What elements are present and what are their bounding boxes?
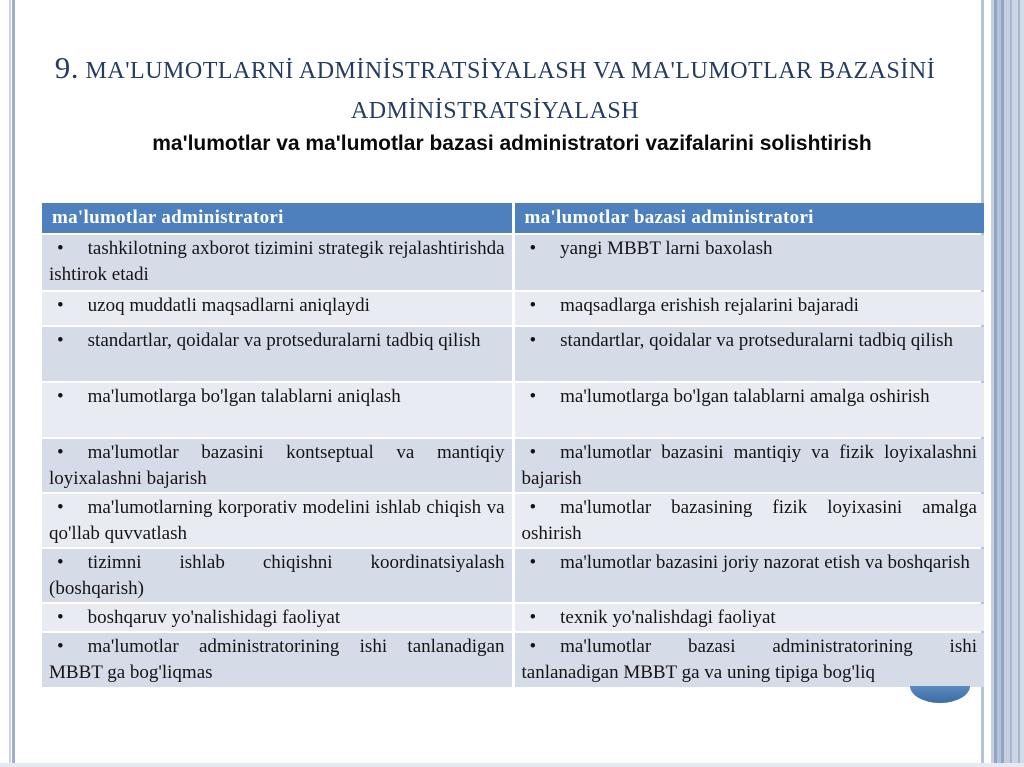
table-cell-left — [42, 439, 512, 492]
table-row — [42, 549, 984, 602]
left-edge-pinstripe-outer — [9, 0, 11, 767]
table-row — [42, 439, 984, 492]
table-row — [42, 633, 984, 687]
bullet: • — [529, 636, 537, 657]
cell-text: ma'lumotlar bazasi administratorining ishi tanlanadigan MBBT ga va uning tipiga bog'liq — [521, 636, 977, 683]
cell-text: ma'lumotlarning korporativ modelini ishlab chiqish va qo'llab quvvatlash — [49, 497, 505, 544]
table-row — [42, 327, 984, 381]
decorative-semicircle — [910, 686, 970, 703]
cell-text: texnik yo'nalishdagi faoliyat — [560, 607, 776, 628]
table-row — [42, 494, 984, 547]
table-row — [42, 604, 984, 631]
table-cell-right — [515, 604, 985, 631]
bottom-edge-line — [0, 763, 1024, 767]
bullet: • — [57, 330, 64, 351]
cell-text: tizimni ishlab chiqishni koordinatsiyalash (boshqarish) — [49, 552, 505, 599]
table-cell-left — [42, 235, 512, 290]
cell-text: ma'lumotlarga bo'lgan talablarni amalga oshirish — [560, 386, 930, 407]
table-row — [42, 292, 984, 325]
cell-text: ma'lumotlar bazasini joriy nazorat etish va boshqarish — [560, 552, 970, 573]
table-cell-right — [515, 235, 985, 290]
table-cell-left — [42, 292, 512, 325]
bullet: • — [529, 330, 537, 351]
table-header-data-admin: ma'lumotlar administratori — [42, 203, 512, 233]
bullet: • — [529, 386, 537, 407]
cell-text: yangi MBBT larni baxolash — [560, 238, 773, 259]
title-text: MA'LUMOTLARNİ ADMİNİSTRATSİYALASH VA MA'LUMOTLAR BAZASİNİ ADMİNİSTRATSİYALASH — [79, 58, 936, 125]
table-cell-left — [42, 604, 512, 631]
left-edge-pinstripe-inner — [12, 0, 15, 767]
table-cell-left — [42, 549, 512, 602]
cell-text: ma'lumotlarga bo'lgan talablarni aniqlash — [87, 386, 401, 407]
bullet: • — [57, 238, 64, 259]
right-edge-stripe-band — [991, 0, 1024, 767]
table-cell-right — [515, 494, 985, 547]
bullet: • — [529, 497, 537, 518]
bullet: • — [57, 442, 64, 463]
bullet: • — [529, 238, 537, 259]
table-cell-right — [515, 633, 985, 687]
table-cell-left — [42, 383, 512, 437]
bullet: • — [529, 607, 537, 628]
bullet: • — [529, 295, 537, 316]
cell-text: uzoq muddatli maqsadlarni aniqlaydi — [87, 295, 370, 316]
table-cell-right — [515, 383, 985, 437]
cell-text: ma'lumotlar administratorining ishi tanlanadigan MBBT ga bog'liqmas — [49, 636, 505, 683]
bullet: • — [529, 552, 537, 573]
bullet: • — [57, 295, 64, 316]
cell-text: standartlar, qoidalar va protseduralarni tadbiq qilish — [87, 330, 481, 351]
table-cell-left — [42, 494, 512, 547]
table-header-row — [42, 203, 984, 233]
bullet: • — [57, 552, 64, 573]
slide-subtitle: ma'lumotlar va ma'lumotlar bazasi administratori vazifalarini solishtirish — [152, 132, 872, 155]
bullet: • — [529, 442, 537, 463]
table-cell-right — [515, 292, 985, 325]
bullet: • — [57, 636, 64, 657]
bullet: • — [57, 607, 64, 628]
comparison-table — [42, 203, 984, 687]
cell-text: standartlar, qoidalar va protseduralarni tadbiq qilish — [560, 330, 953, 351]
cell-text: boshqaruv yo'nalishidagi faoliyat — [87, 607, 341, 628]
cell-text: ma'lumotlar bazasini kontseptual va mantiqiy loyixalashni bajarish — [49, 442, 505, 489]
table-cell-left — [42, 327, 512, 381]
cell-text: ma'lumotlar bazasining fizik loyixasini amalga oshirish — [521, 497, 977, 544]
table-cell-right — [515, 439, 985, 492]
table-cell-right — [515, 327, 985, 381]
table-header-db-admin: ma'lumotlar bazasi administratori — [515, 203, 985, 233]
cell-text: ma'lumotlar bazasini mantiqiy va fizik loyixalashni bajarish — [521, 442, 977, 489]
table-cell-right — [515, 549, 985, 602]
cell-text: tashkilotning axborot tizimini strategik rejalashtirishda ishtirok etadi — [49, 238, 505, 285]
slide-title — [40, 49, 950, 129]
bullet: • — [57, 386, 64, 407]
table-cell-left — [42, 633, 512, 687]
table-row — [42, 383, 984, 437]
bullet: • — [57, 497, 64, 518]
cell-text: maqsadlarga erishish rejalarini bajaradi — [560, 295, 859, 316]
table-row — [42, 235, 984, 290]
title-number: 9. — [54, 50, 80, 86]
